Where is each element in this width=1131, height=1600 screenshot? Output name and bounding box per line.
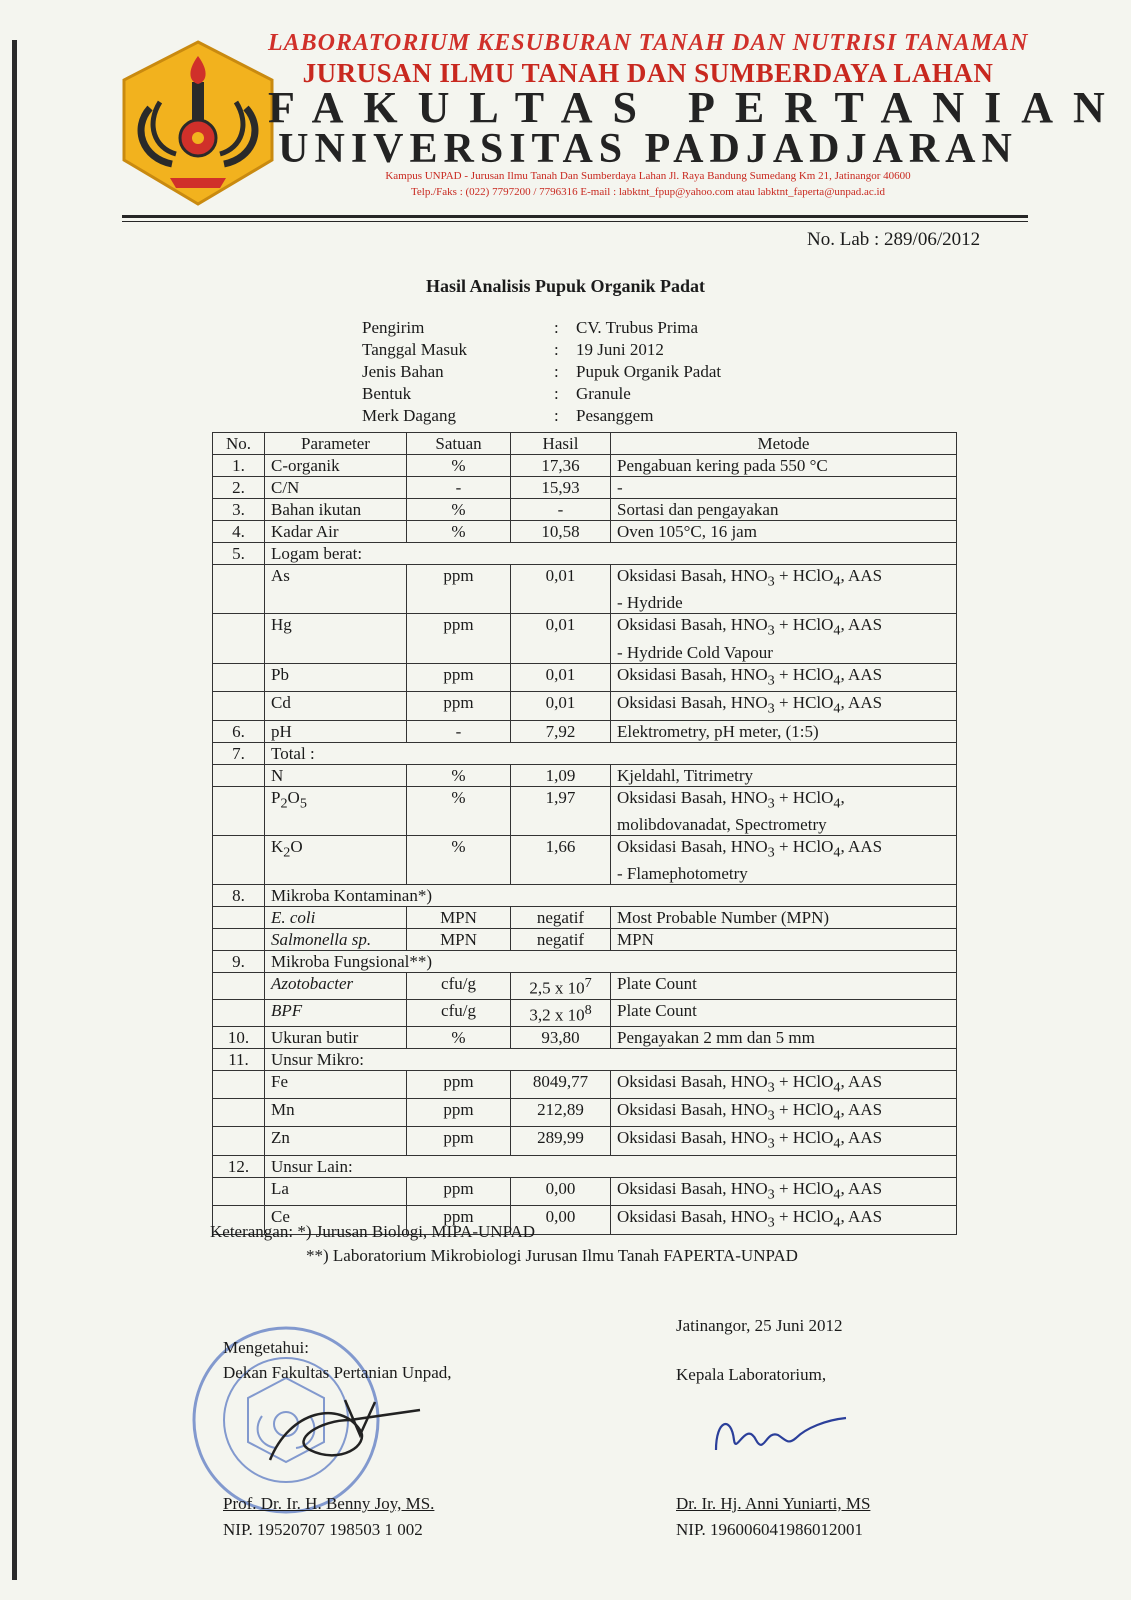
- table-row: BPF cfu/g 3,2 x $10^8$ Plate Count: [213, 1000, 957, 1027]
- table-row: Ce ppm 0,00 Oksidasi Basah, $HNO_3$ + HClO$_4$, AAS: [213, 1206, 957, 1234]
- place-date: Jatinangor, 25 Juni 2012: [676, 1316, 843, 1335]
- university-name: UNIVERSITAS PADJADJARAN: [278, 126, 1018, 172]
- info-value: Granule: [576, 384, 631, 403]
- sample-info: [362, 318, 882, 428]
- department-name: JURUSAN ILMU TANAH DAN SUMBERDAYA LAHAN: [302, 58, 994, 88]
- table-header-row: [213, 433, 957, 455]
- right-sign-title: Kepala Laboratorium,: [676, 1365, 827, 1384]
- table-row: $P_2O_5$ % 1,97 Oksidasi Basah, $HNO_3$ + HClO$_4$, molibdovanadat, Spectrometry: [213, 786, 957, 835]
- info-row: Tanggal Masuk : 19 Juni 2012: [362, 340, 664, 359]
- table-row: 6. pH - 7,92 Elektrometry, pH meter, (1:5): [213, 720, 957, 742]
- left-signer-nip: NIP. 19520707 198503 1 002: [223, 1520, 423, 1539]
- table-row: 10. Ukuran butir % 93,80 Pengayakan 2 mm dan 5 mm: [213, 1026, 957, 1048]
- header-no: No.: [213, 433, 265, 455]
- table-row: Salmonella sp. MPN negatif MPN: [213, 929, 957, 951]
- unpad-logo-icon: [112, 38, 284, 210]
- info-label: Bentuk: [362, 384, 412, 403]
- results-table: [212, 432, 957, 1235]
- header-satuan: Satuan: [407, 433, 511, 455]
- table-row: Pb ppm 0,01 Oksidasi Basah, $HNO_3$ + HClO$_4$, AAS: [213, 663, 957, 691]
- table-row: 3. Bahan ikutan % - Sortasi dan pengayakan: [213, 499, 957, 521]
- table-row: 11. Unsur Mikro:: [213, 1048, 957, 1070]
- info-label: Tanggal Masuk: [362, 340, 468, 359]
- info-row: Pengirim : CV. Trubus Prima: [362, 318, 699, 337]
- info-value: Pesanggem: [576, 406, 654, 425]
- lab-name: LABORATORIUM KESUBURAN TANAH DAN NUTRISI TANAMAN: [268, 30, 1029, 56]
- left-sign-label: Mengetahui:: [223, 1338, 309, 1357]
- table-row: Hg ppm 0,01 Oksidasi Basah, $HNO_3$ + HClO$_4$, AAS - Hydride Cold Vapour: [213, 614, 957, 663]
- info-row: Bentuk : Granule: [362, 384, 631, 403]
- info-value: 19 Juni 2012: [576, 340, 664, 359]
- right-signer-nip: NIP. 196006041986012001: [676, 1520, 864, 1539]
- table-row: N % 1,09 Kjeldahl, Titrimetry: [213, 764, 957, 786]
- document-title: Hasil Analisis Pupuk Organik Padat: [425, 276, 706, 296]
- table-row: La ppm 0,00 Oksidasi Basah, $HNO_3$ + HClO$_4$, AAS: [213, 1177, 957, 1205]
- note-line-2: **) Laboratorium Mikrobiologi Jurusan Ilmu Tanah FAPERTA-UNPAD: [306, 1246, 798, 1265]
- table-row: Zn ppm 289,99 Oksidasi Basah, $HNO_3$ + HClO$_4$, AAS: [213, 1127, 957, 1155]
- info-value: CV. Trubus Prima: [576, 318, 699, 337]
- info-label: Pengirim: [362, 318, 425, 337]
- address-line: Kampus UNPAD - Jurusan Ilmu Tanah Dan Sumberdaya Lahan Jl. Raya Bandung Sumedang Km 21, Jatinangor 40600: [385, 170, 911, 182]
- header-metode: Metode: [611, 433, 957, 455]
- table-row: 5. Logam berat:: [213, 543, 957, 565]
- table-row: 1. C-organik % 17,36 Pengabuan kering pada 550 °C: [213, 455, 957, 477]
- contact-line: Telp./Faks : (022) 7797200 / 7796316 E-mail : labktnt_fpup@yahoo.com atau labktnt_faperta@unpad.ac.id: [410, 186, 886, 198]
- info-row: Merk Dagang : Pesanggem: [362, 406, 654, 425]
- info-label: Merk Dagang: [362, 406, 456, 425]
- left-sign-title: Dekan Fakultas Pertanian Unpad,: [223, 1363, 452, 1382]
- table-row: E. coli MPN negatif Most Probable Number (MPN): [213, 907, 957, 929]
- right-signer-name: Dr. Ir. Hj. Anni Yuniarti, MS: [676, 1494, 871, 1513]
- table-row: 7. Total :: [213, 742, 957, 764]
- header-rule-thin: [122, 221, 1028, 222]
- table-row: Azotobacter cfu/g 2,5 x $10^7$ Plate Count: [213, 973, 957, 1000]
- table-row: 12. Unsur Lain:: [213, 1155, 957, 1177]
- faculty-name: FAKULTAS PERTANIAN: [268, 83, 1125, 132]
- info-label: Jenis Bahan: [362, 362, 444, 381]
- header-rule: [122, 215, 1028, 218]
- header-parameter: Parameter: [265, 433, 407, 455]
- table-row: 4. Kadar Air % 10,58 Oven 105°C, 16 jam: [213, 521, 957, 543]
- info-row: Jenis Bahan : Pupuk Organik Padat: [362, 362, 722, 381]
- header-hasil: Hasil: [511, 433, 611, 455]
- table-row: Mn ppm 212,89 Oksidasi Basah, $HNO_3$ + HClO$_4$, AAS: [213, 1099, 957, 1127]
- table-row: Cd ppm 0,01 Oksidasi Basah, $HNO_3$ + HClO$_4$, AAS: [213, 692, 957, 720]
- table-row: $K_2O$ % 1,66 Oksidasi Basah, $HNO_3$ + HClO$_4$, AAS - Flamephotometry: [213, 835, 957, 884]
- note-line-1: Keterangan: *) Jurusan Biologi, MIPA-UNPAD: [210, 1222, 536, 1241]
- table-row: 8. Mikroba Kontaminan*): [213, 885, 957, 907]
- table-row: Fe ppm 8049,77 Oksidasi Basah, $HNO_3$ + HClO$_4$, AAS: [213, 1070, 957, 1098]
- info-value: Pupuk Organik Padat: [576, 362, 722, 381]
- binder-edge: [12, 40, 17, 1580]
- table-row: 9. Mikroba Fungsional**): [213, 951, 957, 973]
- right-signature-icon: [706, 1400, 856, 1460]
- left-signature-icon: [250, 1390, 430, 1480]
- table-row: As ppm 0,01 Oksidasi Basah, $HNO_3$ + HClO$_4$, AAS - Hydride: [213, 565, 957, 614]
- table-row: 2. C/N - 15,93 -: [213, 477, 957, 499]
- lab-number: No. Lab : 289/06/2012: [807, 229, 981, 250]
- left-signer-name: Prof. Dr. Ir. H. Benny Joy, MS.: [223, 1494, 435, 1513]
